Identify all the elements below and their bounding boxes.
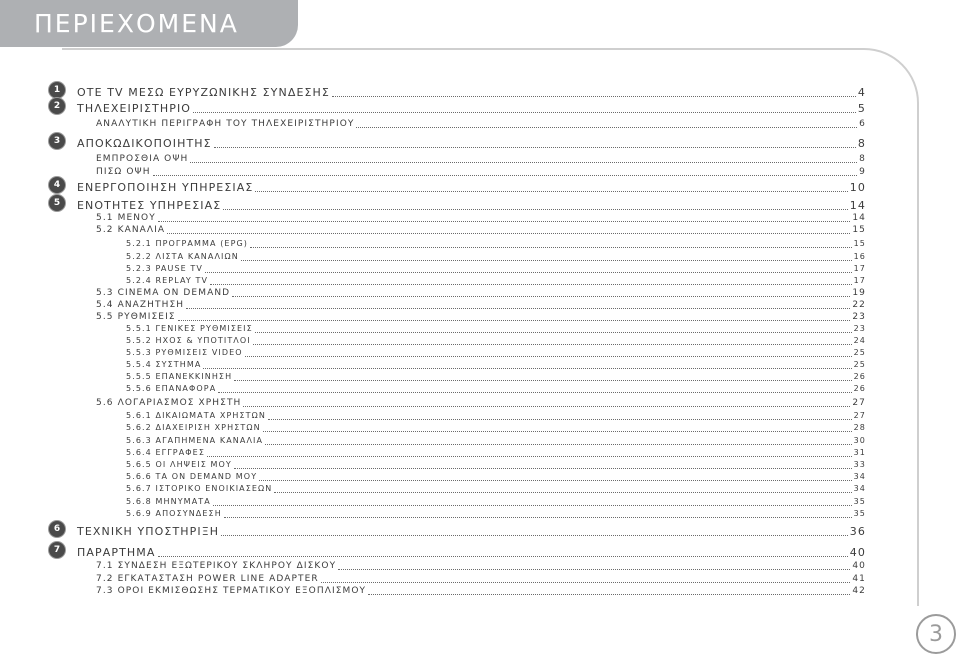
toc-entry-label: ΠΑΡΑΡΤΗΜΑ <box>77 546 156 559</box>
toc-entry-page: 27 <box>852 398 866 408</box>
toc-entry-label: 5.6.7 ΙΣΤΟΡΙΚΟ ΕΝΟΙΚΙΑΣΕΩΝ <box>126 484 273 493</box>
toc-entry-label: 5.5.4 ΣΥΣΤΗΜΑ <box>126 360 202 369</box>
toc-entry-label: 7.2 ΕΓΚΑΤΑΣΤΑΣΗ POWER LINE ADAPTER <box>96 574 319 584</box>
dot-leader <box>263 431 852 432</box>
toc-entry[interactable] <box>96 116 866 130</box>
toc-entry[interactable] <box>96 151 866 165</box>
toc-entry-label: 5.2.3 PAUSE TV <box>126 264 203 273</box>
toc-entry-page: 6 <box>859 119 866 129</box>
toc-entry-label: ΠΙΣΩ ΟΨΗ <box>96 167 151 177</box>
toc-entry-label: 5.2.1 ΠΡΟΓΡΑΜΜΑ (EPG) <box>126 239 249 248</box>
toc-entry-page: 22 <box>852 300 866 310</box>
toc-entry-page: 26 <box>853 384 866 393</box>
toc-entry-page: 16 <box>853 252 866 261</box>
toc-entry-label: ΕΜΠΡΟΣΘΙΑ ΟΨΗ <box>96 154 189 164</box>
section-number-badge: 2 <box>49 98 65 114</box>
toc-entry-label: ΕΝΟΤΗΤΕΣ ΥΠΗΡΕΣΙΑΣ <box>77 199 222 212</box>
toc-entry-page: 30 <box>853 436 866 445</box>
toc-entry-label: 5.2.4 REPLAY TV <box>126 276 209 285</box>
toc-entry[interactable] <box>96 395 866 409</box>
toc-entry-page: 24 <box>853 336 866 345</box>
toc-entry[interactable] <box>77 85 866 99</box>
toc-entry-page: 35 <box>853 509 866 518</box>
dot-leader <box>274 492 851 493</box>
toc-entry-label: 5.5.3 ΡΥΘΜΙΣΕΙΣ VIDEO <box>126 348 243 357</box>
dot-leader <box>368 594 850 595</box>
toc-entry-page: 17 <box>853 264 866 273</box>
toc-entry[interactable] <box>96 583 866 597</box>
toc-entry-page: 34 <box>853 484 866 493</box>
toc-entry[interactable] <box>126 481 866 495</box>
dot-leader <box>243 406 850 407</box>
toc-entry-page: 14 <box>852 213 866 223</box>
toc-entry[interactable] <box>126 236 866 250</box>
toc-entry-page: 35 <box>853 497 866 506</box>
section-number-badge: 5 <box>49 195 65 211</box>
dot-leader <box>190 162 857 163</box>
toc-entry-label: 5.6.1 ΔΙΚΑΙΩΜΑΤΑ ΧΡΗΣΤΩΝ <box>126 411 266 420</box>
toc-entry[interactable] <box>96 222 866 236</box>
dot-leader <box>214 147 856 148</box>
toc-entry-label: 5.2.2 ΛΙΣΤΑ ΚΑΝΑΛΙΩΝ <box>126 252 239 261</box>
dot-leader <box>158 556 848 557</box>
toc-entry-label: ΤΕΧΝΙΚΗ ΥΠΟΣΤΗΡΙΞΗ <box>77 525 220 538</box>
toc-entry-label: 5.5.1 ΓΕΝΙΚΕΣ ΡΥΘΜΙΣΕΙΣ <box>126 324 253 333</box>
toc-entry[interactable] <box>77 545 866 559</box>
toc-entry-page: 40 <box>852 561 866 571</box>
toc-entry-label: 5.5.2 ΗΧΟΣ & ΥΠΟΤΙΤΛΟΙ <box>126 336 251 345</box>
toc-entry-page: 23 <box>852 312 866 322</box>
toc-entry-label: 5.6.4 ΕΓΓΡΑΦΕΣ <box>126 448 205 457</box>
dot-leader <box>338 569 850 570</box>
dot-leader <box>250 247 852 248</box>
toc-entry-label: 5.5 ΡΥΘΜΙΣΕΙΣ <box>96 312 176 322</box>
toc-entry-label: 5.6.6 ΤΑ ON DEMAND ΜΟΥ <box>126 472 258 481</box>
toc-entry-label: 5.2 ΚΑΝΑΛΙΑ <box>96 225 166 235</box>
toc-entry-label: ΤΗΛΕΧΕΙΡΙΣΤΗΡΙΟ <box>77 102 192 115</box>
section-number-badge: 4 <box>49 177 65 193</box>
toc-entry-label: 5.6 ΛΟΓΑΡΙΑΣΜΟΣ ΧΡΗΣΤΗ <box>96 398 242 408</box>
toc-entry-page: 34 <box>853 472 866 481</box>
toc-entry-page: 41 <box>852 574 866 584</box>
toc-entry-page: 14 <box>849 199 866 212</box>
page-number: 3 <box>916 614 956 654</box>
toc-entry-label: 7.1 ΣΥΝΔΕΣΗ ΕΞΩΤΕΡΙΚΟΥ ΣΚΛΗΡΟΥ ΔΙΣΚΟΥ <box>96 561 337 571</box>
toc-entry-page: 10 <box>849 181 866 194</box>
toc-entry-label: 5.5.5 ΕΠΑΝΕΚΚΙΝΗΣΗ <box>126 372 233 381</box>
toc-entry-label: ΕΝΕΡΓΟΠΟΙΗΣΗ ΥΠΗΡΕΣΙΑΣ <box>77 181 254 194</box>
dot-leader <box>218 392 851 393</box>
page-title: ΠΕΡΙΕΧΟΜΕΝΑ <box>34 9 239 38</box>
toc-entry-page: 36 <box>849 525 866 538</box>
toc-entry[interactable] <box>126 420 866 434</box>
toc-entry-page: 25 <box>853 348 866 357</box>
toc-entry-label: 5.6.3 ΑΓΑΠΗΜΕΝΑ ΚΑΝΑΛΙΑ <box>126 436 264 445</box>
toc-entry-page: 9 <box>859 167 866 177</box>
section-number-badge: 3 <box>49 133 65 149</box>
toc-entry-page: 17 <box>853 276 866 285</box>
dot-leader <box>153 175 858 176</box>
section-number-badge: 6 <box>49 521 65 537</box>
section-number-badge: 1 <box>49 82 65 98</box>
toc-entry[interactable] <box>126 506 866 520</box>
toc-entry-page: 25 <box>853 360 866 369</box>
toc-entry[interactable] <box>126 381 866 395</box>
toc-entry-label: ΑΝΑΛΥΤΙΚΗ ΠΕΡΙΓΡΑΦΗ ΤΟΥ ΤΗΛΕΧΕΙΡΙΣΤΗΡΙΟΥ <box>96 119 355 129</box>
toc-entry-label: 7.3 ΟΡΟΙ ΕΚΜΙΣΘΩΣΗΣ ΤΕΡΜΑΤΙΚΟΥ ΕΞΟΠΛΙΣΜΟΥ <box>96 586 367 596</box>
toc-entry[interactable] <box>77 524 866 538</box>
toc-entry[interactable] <box>77 180 866 194</box>
toc-entry-page: 19 <box>852 288 866 298</box>
toc-entry-page: 31 <box>853 448 866 457</box>
toc-entry-page: 8 <box>859 154 866 164</box>
dot-leader <box>221 535 848 536</box>
toc-entry[interactable] <box>96 164 866 178</box>
toc-entry-page: 42 <box>852 586 866 596</box>
toc-entry-page: 15 <box>853 239 866 248</box>
toc-entry[interactable] <box>77 136 866 150</box>
dot-leader <box>356 127 857 128</box>
toc-entry-page: 23 <box>853 324 866 333</box>
toc-entry-page: 33 <box>853 460 866 469</box>
toc-entry-label: 5.3 CINEMA ON DEMAND <box>96 288 231 298</box>
toc-entry-label: 5.6.9 ΑΠΟΣΥΝΔΕΣΗ <box>126 509 222 518</box>
toc-entry-label: 5.6.2 ΔΙΑΧΕΙΡΙΣΗ ΧΡΗΣΤΩΝ <box>126 423 261 432</box>
dot-leader <box>193 112 856 113</box>
toc-entry-page: 28 <box>853 423 866 432</box>
section-number-badge: 7 <box>49 542 65 558</box>
toc-entry-label: 5.1 ΜΕΝΟΥ <box>96 213 156 223</box>
toc-entry-page: 5 <box>857 102 866 115</box>
dot-leader <box>224 517 852 518</box>
toc-entry[interactable] <box>77 101 866 115</box>
toc-entry-label: 5.4 ΑΝΑΖΗΤΗΣΗ <box>96 300 185 310</box>
dot-leader <box>255 191 847 192</box>
toc-entry-page: 26 <box>853 372 866 381</box>
toc-entry[interactable] <box>96 558 866 572</box>
dot-leader <box>167 233 850 234</box>
toc-entry-label: 5.6.8 ΜΗΝΥΜΑΤΑ <box>126 497 211 506</box>
toc-entry-label: 5.5.6 ΕΠΑΝΑΦΟΡΑ <box>126 384 217 393</box>
toc-entry-page: 15 <box>852 225 866 235</box>
toc-entry-label: ΑΠΟΚΩΔΙΚΟΠΟΙΗΤΗΣ <box>77 137 212 150</box>
toc-entry-label: ΟΤΕ TV ΜΕΣΩ ΕΥΡΥΖΩΝΙΚΗΣ ΣΥΝΔΕΣΗΣ <box>77 86 330 99</box>
toc-entry-label: 5.6.5 ΟΙ ΛΗΨΕΙΣ ΜΟΥ <box>126 460 232 469</box>
toc-entry-page: 27 <box>853 411 866 420</box>
toc-entry-page: 4 <box>857 86 866 99</box>
toc-entry-page: 40 <box>849 546 866 559</box>
toc-entry-page: 8 <box>857 137 866 150</box>
dot-leader <box>332 96 856 97</box>
